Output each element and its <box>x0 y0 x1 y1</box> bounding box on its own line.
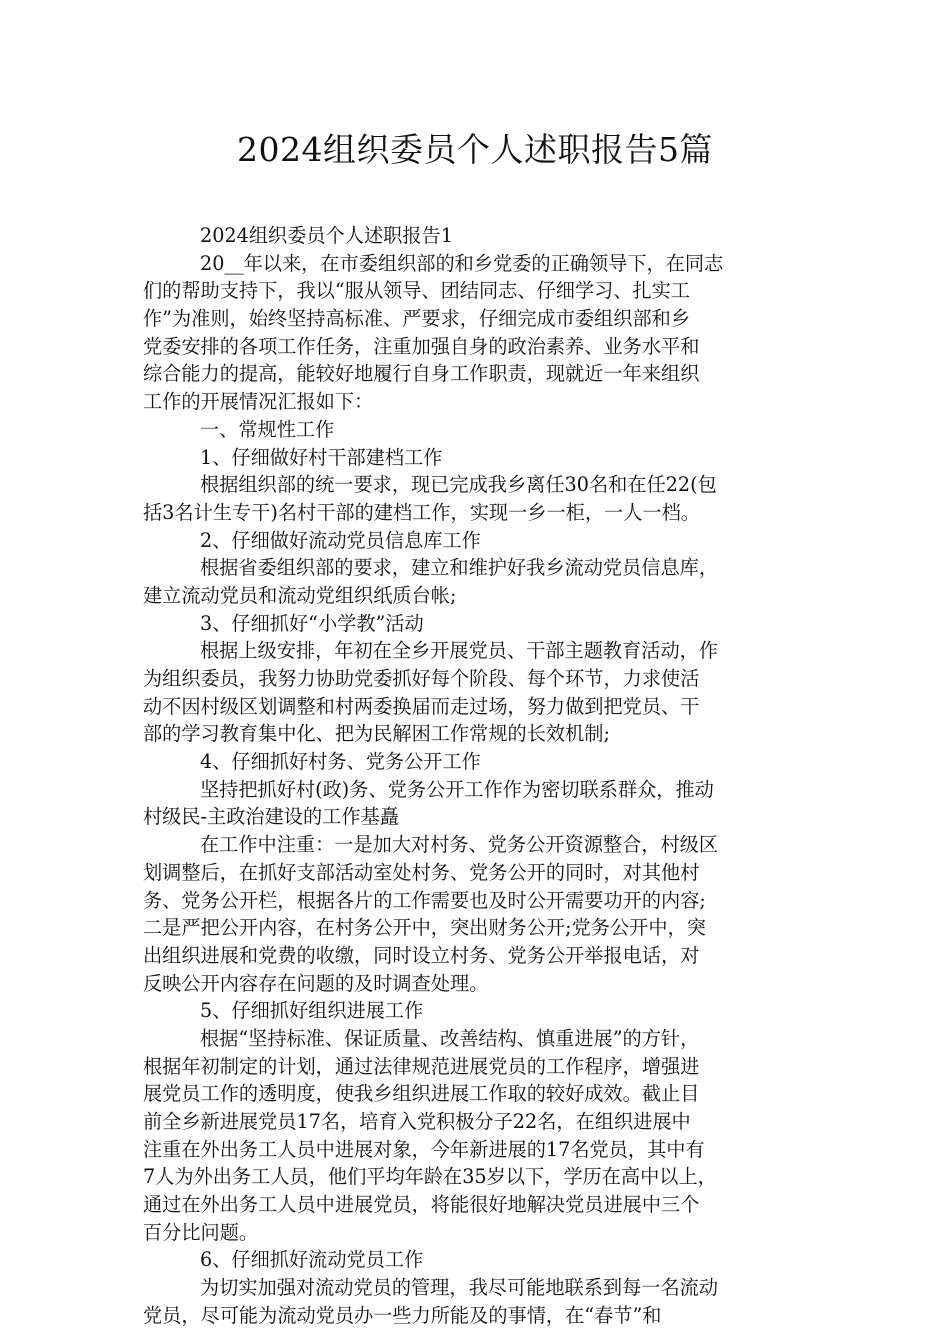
body-line: 在工作中注重：一是加大对村务、党务公开资源整合，村级区 <box>200 833 719 857</box>
body-line: 7人为外出务工人员，他们平均年龄在35岁以下，学历在高中以上， <box>143 1165 717 1189</box>
body-line: 反映公开内容存在问题的及时调查处理。 <box>143 971 489 995</box>
body-line: 二是严把公开内容，在村务公开中，突出财务公开;党务公开中，突 <box>143 916 706 940</box>
body-line: 们的帮助支持下，我以“服从领导、团结同志、仔细学习、扎实工 <box>143 279 691 303</box>
document-body <box>143 222 813 1330</box>
body-line: 党员，尽可能为流动党员办一些力所能及的事情，在“春节”和 <box>143 1303 662 1327</box>
body-line: 作”为准则，始终坚持高标准、严要求，仔细完成市委组织部和乡 <box>143 307 691 331</box>
body-line: 通过在外出务工人员中进展党员，将能很好地解决党员进展中三个 <box>143 1193 700 1217</box>
body-line: 1、仔细做好村干部建档工作 <box>200 445 443 469</box>
body-line: 党委安排的各项工作任务，注重加强自身的政治素养、业务水平和 <box>143 334 700 358</box>
body-line: 根据省委组织部的要求，建立和维护好我乡流动党员信息库， <box>200 556 719 580</box>
body-line: 部的学习教育集中化、把为民解困工作常规的长效机制; <box>143 722 610 746</box>
body-line: 一、常规性工作 <box>200 417 335 441</box>
body-line: 出组织进展和党费的收缴，同时设立村务、党务公开举报电话，对 <box>143 943 700 967</box>
body-line: 3、仔细抓好“小学教”活动 <box>200 611 424 635</box>
body-line: 综合能力的提高，能较好地履行自身工作职责，现就近一年来组织 <box>143 362 700 386</box>
body-line: 4、仔细抓好村务、党务公开工作 <box>200 750 481 774</box>
body-line: 根据“坚持标准、保证质量、改善结构、慎重进展”的方针， <box>200 1026 700 1050</box>
body-line: 根据年初制定的计划，通过法律规范进展党员的工作程序，增强进 <box>143 1054 700 1078</box>
body-line: 根据上级安排，年初在全乡开展党员、干部主题教育活动，作 <box>200 639 719 663</box>
body-line: 注重在外出务工人员中进展对象，今年新进展的17名党员，其中有 <box>143 1137 705 1161</box>
body-line: 为切实加强对流动党员的管理，我尽可能地联系到每一名流动 <box>200 1276 719 1300</box>
body-line: 为组织委员，我努力协助党委抓好每个阶段、每个环节，力求使活 <box>143 667 700 690</box>
body-line: 2024组织委员个人述职报告1 <box>200 224 453 247</box>
body-line: 坚持把抓好村(政)务、党务公开工作作为密切联系群众，推动 <box>200 777 714 801</box>
body-line: 建立流动党员和流动党组织纸质台帐; <box>143 583 457 607</box>
body-line: 20__年以来，在市委组织部的和乡党委的正确领导下，在同志 <box>200 251 724 275</box>
body-line: 5、仔细抓好组织进展工作 <box>200 999 424 1023</box>
document-title: 2024组织委员个人述职报告5篇 <box>237 130 713 169</box>
body-line: 括3名计生专干)名村干部的建档工作，实现一乡一柜，一人一档。 <box>143 500 700 524</box>
body-line: 村级民-主政治建设的工作基矗 <box>143 805 399 829</box>
body-line: 展党员工作的透明度，使我乡组织进展工作取的较好成效。截止目 <box>143 1082 700 1106</box>
body-line: 百分比问题。 <box>143 1220 259 1244</box>
body-line: 动不因村级区划调整和村两委换届而走过场，努力做到把党员、干 <box>143 694 700 718</box>
body-line: 2、仔细做好流动党员信息库工作 <box>200 528 481 552</box>
body-line: 6、仔细抓好流动党员工作 <box>200 1248 424 1272</box>
body-line: 划调整后，在抓好支部活动室处村务、党务公开的同时，对其他村 <box>143 860 700 884</box>
body-line: 前全乡新进展党员17名，培育入党积极分子22名，在组织进展中 <box>143 1110 691 1133</box>
body-line: 根据组织部的统一要求，现已完成我乡离任30名和在任22(包 <box>200 473 717 497</box>
body-line: 务、党务公开栏，根据各片的工作需要也及时公开需要功开的内容; <box>143 888 706 912</box>
body-line: 工作的开展情况汇报如下： <box>143 390 374 414</box>
